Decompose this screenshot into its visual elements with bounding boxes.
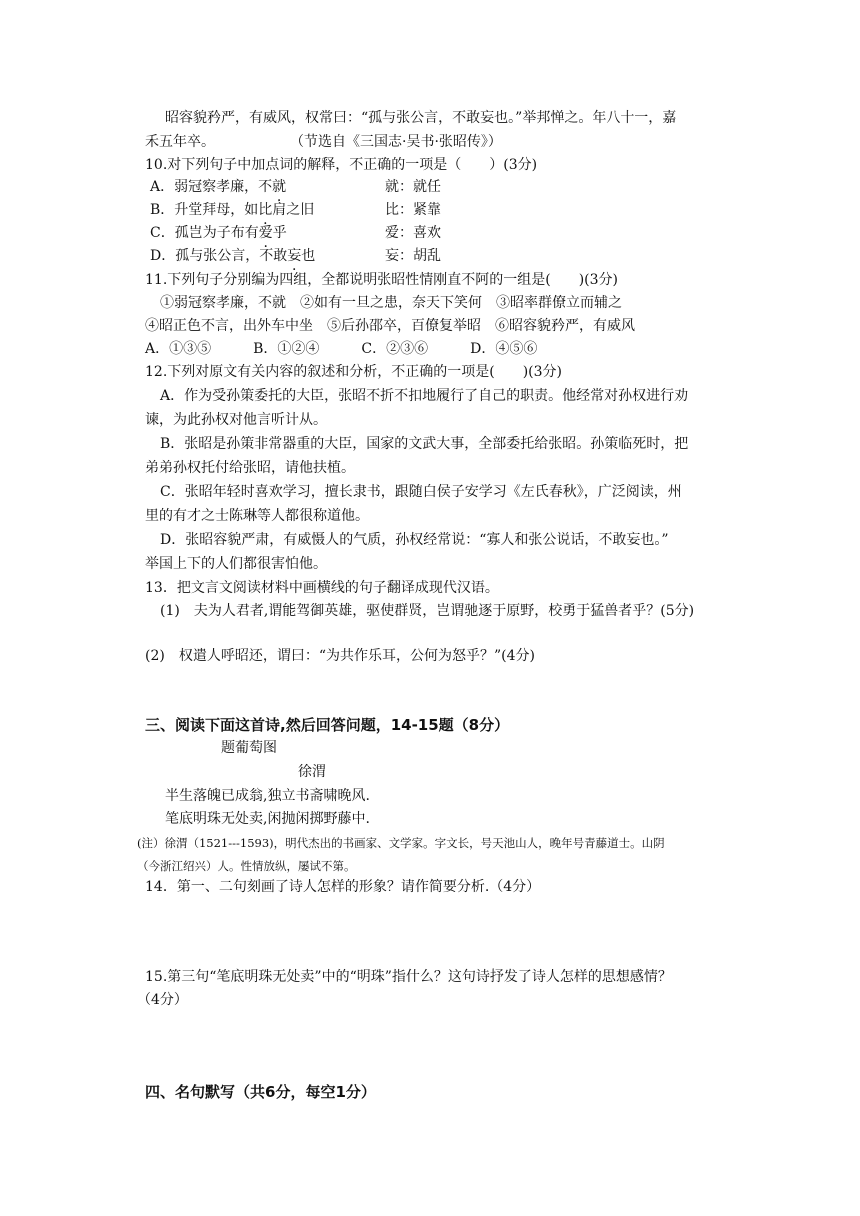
section-3-heading: 三、阅读下面这首诗,然后回答问题，14-15题（8分）	[145, 716, 510, 734]
q11-row-1: ①弱冠察孝廉，不就 ②如有一旦之患，奈天下笑何 ③昭率群僚立而辅之	[160, 295, 622, 311]
section-4-heading: 四、名句默写（共6分，每空1分）	[145, 1083, 376, 1101]
q11-stem: 11.下列句子分别编为四组，全都说明张昭性情刚直不阿的一组是( )(3分)	[145, 272, 619, 288]
q10-option-d-gloss: 妄：胡乱	[385, 248, 441, 264]
q12-option-c-2: 里的有才之士陈琳等人都很称道他。	[145, 508, 369, 524]
poem-title: 题葡萄图	[221, 740, 277, 756]
q12-option-d-1: D．张昭容貌严肃，有威慑人的气质，孙权经常说：“寡人和张公说话，不敢妄也。”	[160, 532, 669, 548]
q10-option-d	[150, 246, 315, 266]
q10-option-d-dotted: 妄	[287, 248, 302, 264]
q10-option-a-gloss: 就：就任	[385, 179, 441, 195]
poem-note-1: (注）徐渭（1521---1593)，明代杰出的书画家、文学家。字文长，号天池山人，晚年号青藤道士。山阴	[137, 836, 665, 850]
q13-sentence-1: (1) 夫为人君者,谓能驾御英雄，驱使群贤，岂谓驰逐于原野，校勇于猛兽者乎？(5分)	[160, 603, 695, 619]
q10-option-c-text: C．孤岂为子布有	[150, 225, 259, 241]
q13-sentence-2: (2) 权遣人呼昭还，谓曰：“为共作乐耳，公何为怒乎？”(4分)	[145, 648, 535, 664]
passage-line-1: 昭容貌矜严，有威风，权常曰：“孤与张公言，不敢妄也。”举邦惮之。年八十一，嘉	[165, 110, 677, 126]
q12-option-d-2: 举国上下的人们都很害怕他。	[145, 556, 327, 572]
poem-note-2: （今浙江绍兴）人。性情放纵，屡试不第。	[137, 859, 356, 873]
q14-stem: 14．第一、二句刻画了诗人怎样的形象？请作简要分析.（4分）	[145, 879, 541, 895]
q12-stem: 12.下列对原文有关内容的叙述和分析，不正确的一项是( )(3分)	[145, 364, 563, 380]
q10-stem: 10.对下列句子中加点词的解释，不正确的一项是（ ）(3分)	[145, 157, 538, 173]
poem-verse-2: 笔底明珠无处卖,闲抛闲掷野藤中.	[165, 811, 370, 827]
q15-stem-1: 15.第三句“笔底明珠无处卖”中的“明珠”指什么？这句诗抒发了诗人怎样的思想感情？	[145, 969, 672, 985]
q10-option-c-dotted: 爱	[258, 225, 273, 241]
q10-option-d-text: D．孤与张公言，不敢	[150, 248, 288, 264]
q10-option-a-dotted: 就	[272, 179, 287, 195]
q10-option-d-tail: 也	[301, 248, 316, 264]
q11-row-2: ④昭正色不言，出外车中坐 ⑤后孙邵卒，百僚复举昭 ⑥昭容貌矜严，有威风	[145, 318, 635, 334]
q10-option-b-dotted: 比	[258, 202, 273, 218]
poem-author: 徐渭	[298, 764, 326, 780]
q12-option-a-2: 谏，为此孙权对他言听计从。	[145, 412, 327, 428]
q11-answers: A．①③⑤ B．①②④ C．②③⑥ D．④⑤⑥	[145, 341, 538, 357]
poem-verse-1: 半生落魄已成翁,独立书斋啸晚风.	[165, 788, 370, 804]
q10-option-a-text: A．弱冠察孝廉，不	[150, 179, 273, 195]
q12-option-a-1: A．作为受孙策委托的大臣，张昭不折不扣地履行了自己的职责。他经常对孙权进行劝	[160, 388, 689, 404]
q10-option-b-tail: 肩之旧	[272, 202, 315, 218]
passage-line-2	[145, 132, 215, 152]
q10-option-b-gloss: 比：紧靠	[385, 202, 441, 218]
q15-stem-2: （4分）	[137, 992, 188, 1008]
q10-option-a	[150, 177, 286, 197]
passage-line-2-text: 禾五年卒。	[145, 134, 215, 150]
q13-stem: 13．把文言文阅读材料中画横线的句子翻译成现代汉语。	[145, 580, 499, 596]
q10-option-b-text: B．升堂拜母，如	[150, 202, 259, 218]
q10-option-c	[150, 223, 287, 243]
q10-option-c-tail: 乎	[272, 225, 287, 241]
q12-option-c-1: C．张昭年轻时喜欢学习，擅长隶书，跟随白侯子安学习《左氏春秋》，广泛阅读，州	[160, 484, 682, 500]
q10-option-c-gloss: 爱：喜欢	[385, 225, 441, 241]
source-citation: （节选自《三国志·吴书·张昭传》）	[290, 134, 502, 150]
q12-option-b-2: 弟弟孙权托付给张昭，请他扶植。	[145, 460, 355, 476]
q10-option-b	[150, 200, 314, 220]
q12-option-b-1: B．张昭是孙策非常器重的大臣，国家的文武大事，全部委托给张昭。孙策临死时，把	[160, 436, 689, 452]
